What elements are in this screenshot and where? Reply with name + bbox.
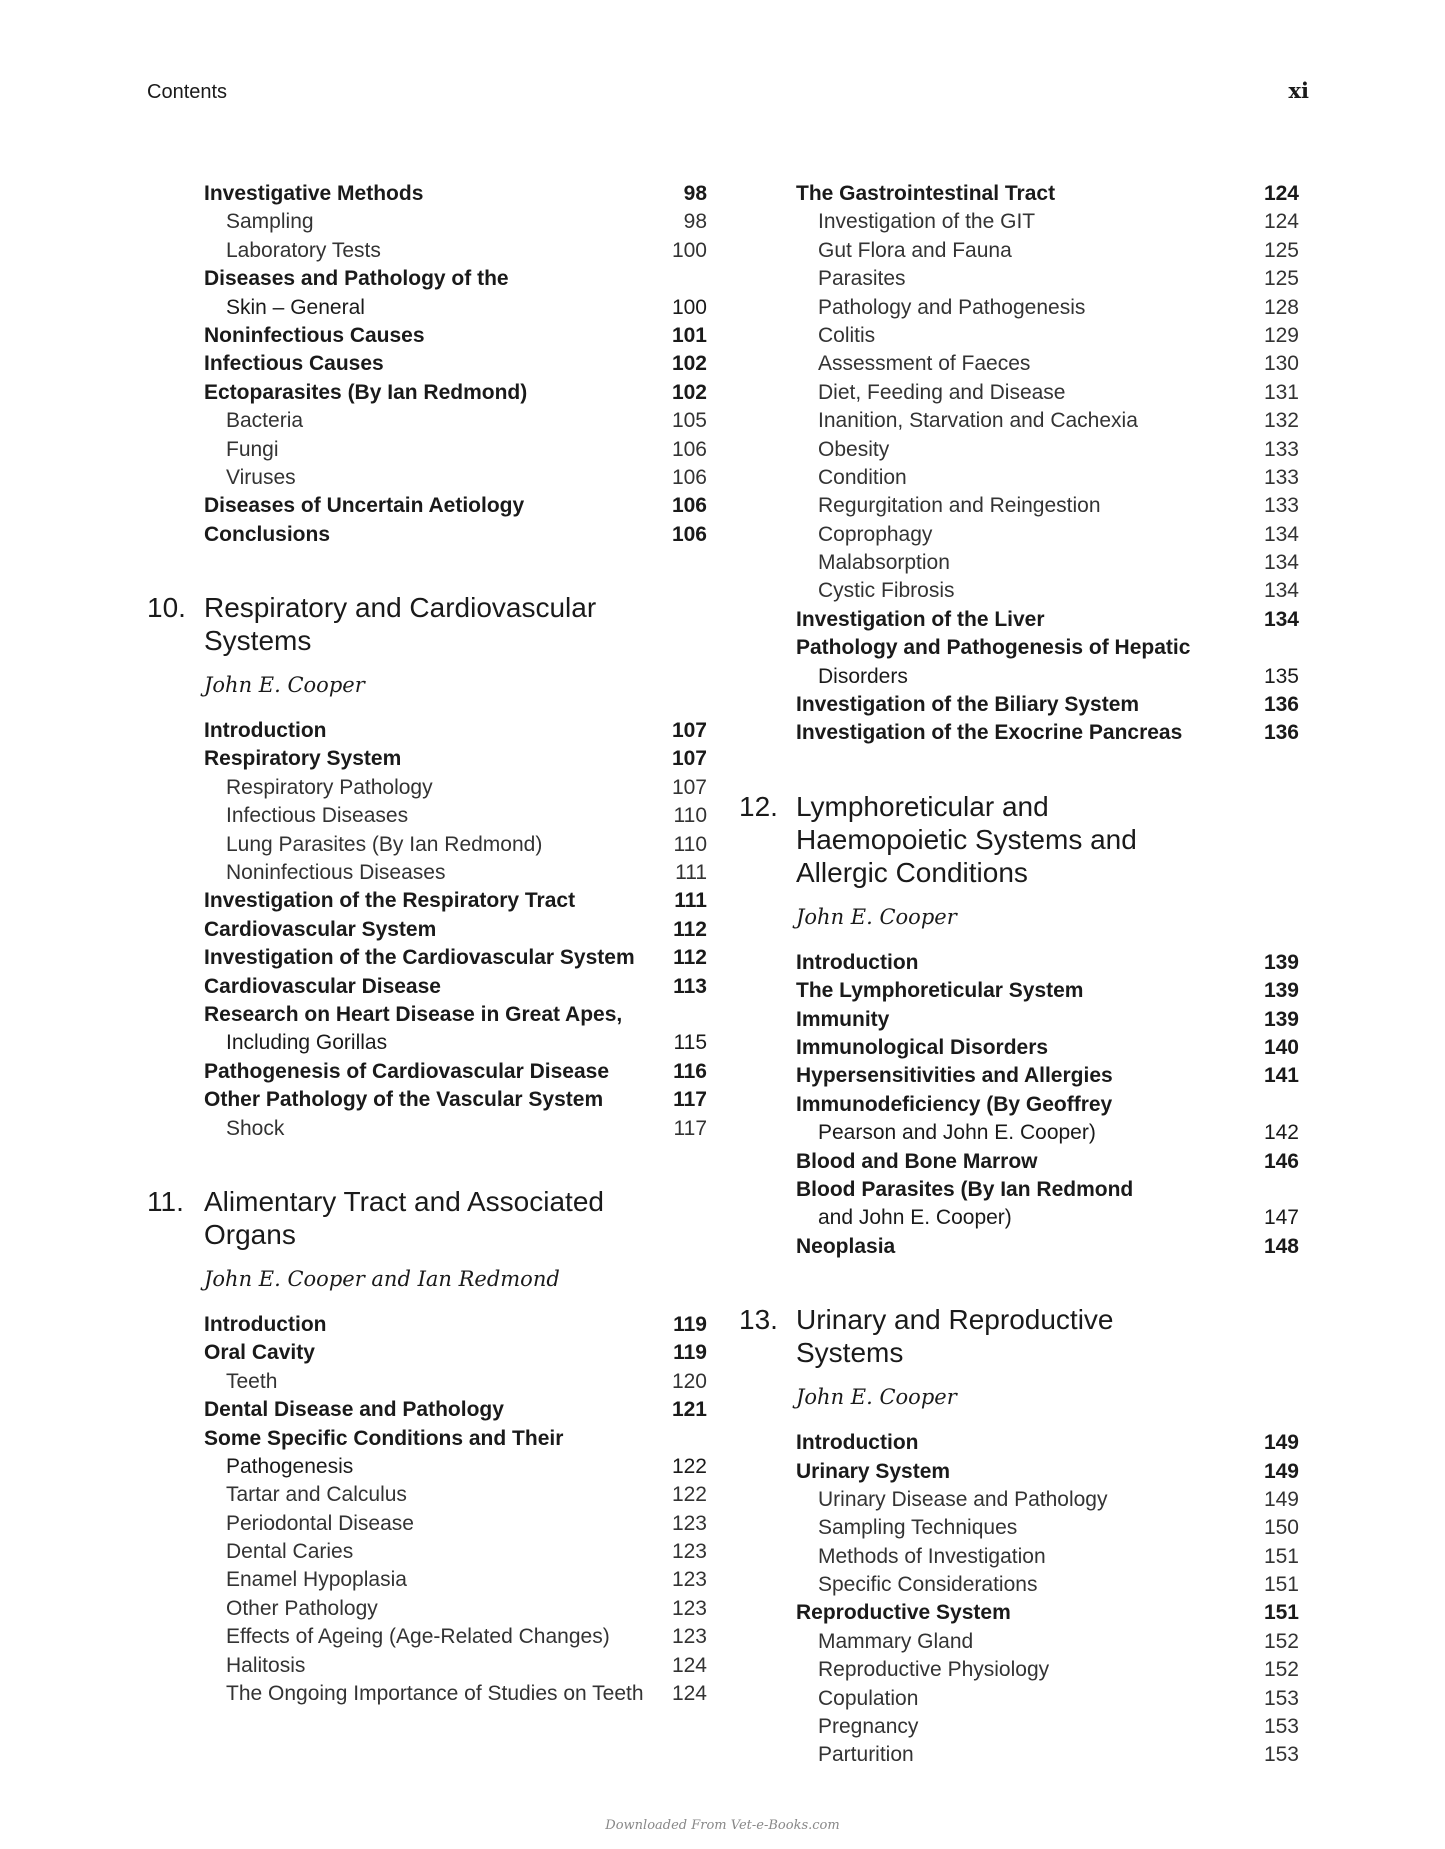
toc-entry-page: 142 — [1263, 1121, 1299, 1145]
toc-entry-page: 136 — [1263, 721, 1299, 745]
toc-entry-page: 153 — [1263, 1743, 1299, 1767]
toc-entry-title: Pearson and John E. Cooper) — [818, 1121, 1096, 1145]
toc-entry-title: Pathology and Pathogenesis of Hepatic — [796, 636, 1191, 660]
toc-entry — [739, 634, 1299, 662]
toc-entry — [147, 1001, 707, 1029]
toc-entry — [147, 379, 707, 407]
toc-entry-title: Pregnancy — [818, 1715, 919, 1739]
toc-entry-page: 151 — [1263, 1573, 1299, 1597]
toc-entry-title: Investigation of the Respiratory Tract — [204, 889, 576, 913]
chapter-entries — [739, 949, 1299, 1261]
toc-entry-title: Bacteria — [226, 409, 304, 433]
toc-entry-page: 131 — [1263, 380, 1299, 404]
toc-entry — [739, 492, 1299, 520]
toc-entry-title: Noninfectious Causes — [204, 323, 425, 347]
toc-entry — [739, 1713, 1299, 1741]
toc-entry-page: 123 — [671, 1540, 707, 1564]
toc-entry-page: 106 — [671, 437, 707, 461]
toc-entry — [739, 350, 1299, 378]
toc-entry-page: 153 — [1263, 1686, 1299, 1710]
toc-entry — [739, 379, 1299, 407]
toc-entry-title: Copulation — [818, 1686, 919, 1710]
toc-entry-title: Infectious Causes — [204, 352, 384, 376]
chapter-author: John E. Cooper — [204, 673, 365, 698]
toc-entry — [147, 1652, 707, 1680]
toc-entry-page: 119 — [673, 1312, 707, 1336]
toc-entry — [147, 802, 707, 830]
toc-entry — [147, 180, 707, 208]
toc-entry-page: 136 — [1263, 693, 1299, 717]
toc-entry-title: Tartar and Calculus — [226, 1483, 407, 1507]
chapter-heading — [147, 591, 707, 657]
toc-entry — [739, 1628, 1299, 1656]
toc-entry-page: 123 — [671, 1511, 707, 1535]
toc-entry-page: 116 — [673, 1059, 707, 1083]
toc-entry-title: Diet, Feeding and Disease — [818, 380, 1066, 404]
section-label: Contents — [147, 81, 228, 103]
chapter-title: Alimentary Tract and Associated Organs — [204, 1185, 604, 1250]
toc-entry-page: 134 — [1263, 579, 1299, 603]
toc-entry-page: 101 — [671, 323, 707, 347]
toc-entry-title: Mammary Gland — [818, 1629, 974, 1653]
toc-entry-page: 132 — [1263, 409, 1299, 433]
toc-entry-page: 107 — [671, 775, 707, 799]
toc-entry — [739, 1034, 1299, 1062]
toc-entry-page: 152 — [1263, 1629, 1299, 1653]
toc-entry-page: 135 — [1263, 664, 1299, 688]
toc-entry — [739, 606, 1299, 634]
toc-entry-page: 106 — [671, 465, 707, 489]
chapter-number: 10. — [147, 592, 186, 624]
toc-entry-title: Periodontal Disease — [226, 1511, 414, 1535]
toc-entry — [147, 774, 707, 802]
toc-entry-title: Methods of Investigation — [818, 1544, 1046, 1568]
toc-entry-page: 140 — [1263, 1035, 1299, 1059]
toc-entry-page: 122 — [671, 1483, 707, 1507]
toc-entry — [739, 1204, 1299, 1232]
toc-entry-title: Hypersensitivities and Allergies — [796, 1064, 1113, 1088]
toc-entry-page: 98 — [683, 182, 707, 205]
toc-entry — [147, 1481, 707, 1509]
toc-entry-title: Dental Caries — [226, 1540, 354, 1564]
toc-entry — [739, 977, 1299, 1005]
toc-entry-page: 123 — [671, 1596, 707, 1620]
toc-entry-title: Pathogenesis — [226, 1454, 354, 1478]
toc-entry-page: 134 — [1263, 551, 1299, 575]
toc-entry-title: Sampling — [226, 210, 314, 234]
toc-entry-title: Introduction — [204, 1312, 327, 1336]
toc-entry-page: 150 — [1263, 1516, 1299, 1540]
toc-entry — [739, 1741, 1299, 1769]
toc-entry — [147, 350, 707, 378]
toc-entry — [739, 577, 1299, 605]
toc-entry-page: 105 — [671, 409, 707, 433]
toc-entry-title: Immunodeficiency (By Geoffrey — [796, 1092, 1113, 1116]
toc-entry — [739, 1458, 1299, 1486]
toc-entry-title: Urinary System — [796, 1459, 951, 1483]
toc-entry-title: Inanition, Starvation and Cachexia — [818, 409, 1138, 433]
toc-entry — [739, 719, 1299, 747]
right-column — [739, 180, 1299, 1770]
toc-entry-title: Immunological Disorders — [796, 1035, 1049, 1059]
toc-entry-title: Parasites — [818, 267, 906, 291]
toc-entry-title: Immunity — [796, 1007, 890, 1031]
chapter-author: John E. Cooper — [796, 904, 957, 929]
toc-entry — [147, 407, 707, 435]
chapter-10 — [147, 591, 707, 1143]
toc-entry-title: Investigation of the GIT — [818, 210, 1036, 234]
toc-entry-page: 134 — [1263, 607, 1299, 631]
toc-entry-page: 123 — [671, 1568, 707, 1592]
toc-entry-page: 133 — [1263, 437, 1299, 461]
toc-entry — [147, 717, 707, 745]
toc-entry-title: Blood and Bone Marrow — [796, 1149, 1038, 1173]
toc-entry — [739, 663, 1299, 691]
toc-entry-title: Ectoparasites (By Ian Redmond) — [204, 380, 528, 404]
toc-entry-page: 139 — [1263, 950, 1299, 974]
toc-entry-page: 100 — [671, 238, 707, 262]
chapter-13 — [739, 1303, 1299, 1770]
toc-entry — [739, 294, 1299, 322]
toc-entry-title: Lung Parasites (By Ian Redmond) — [226, 832, 543, 856]
toc-entry — [147, 973, 707, 1001]
toc-entry-page: 120 — [671, 1369, 707, 1393]
toc-entry-title: Cardiovascular Disease — [204, 974, 441, 998]
toc-entry-page: 149 — [1263, 1431, 1299, 1455]
toc-entry-title: Research on Heart Disease in Great Apes, — [204, 1002, 623, 1026]
toc-entry — [147, 492, 707, 520]
toc-entry — [739, 549, 1299, 577]
chapter-12 — [739, 790, 1299, 1261]
chapter-number: 12. — [739, 790, 778, 822]
toc-entry — [739, 1486, 1299, 1514]
toc-entry-page: 124 — [671, 1682, 707, 1706]
chapter-entries — [147, 1311, 707, 1708]
toc-entry-page: 153 — [1263, 1715, 1299, 1739]
toc-entry-page: 124 — [1263, 182, 1299, 205]
toc-entry — [147, 322, 707, 350]
toc-entry — [739, 237, 1299, 265]
toc-entry-title: Investigative Methods — [204, 182, 424, 205]
toc-entry-title: Specific Considerations — [818, 1573, 1038, 1597]
toc-entry-title: Investigation of the Biliary System — [796, 693, 1140, 717]
toc-entry-page: 98 — [683, 210, 707, 234]
chapter-title: Respiratory and Cardiovascular Systems — [204, 592, 597, 657]
toc-entry-title: The Lymphoreticular System — [796, 979, 1084, 1003]
toc-entry — [147, 1623, 707, 1651]
toc-entry — [739, 265, 1299, 293]
toc-entry-page: 124 — [1263, 210, 1299, 234]
toc-entry-page: 100 — [671, 295, 707, 319]
toc-entry-title: Condition — [818, 465, 907, 489]
toc-entry — [147, 1339, 707, 1367]
toc-entry — [147, 208, 707, 236]
toc-entry-title: Sampling Techniques — [818, 1516, 1018, 1540]
toc-entry-title: Malabsorption — [818, 551, 950, 575]
toc-entry — [147, 464, 707, 492]
toc-entry-page: 146 — [1263, 1149, 1299, 1173]
toc-entry-title: Parturition — [818, 1743, 914, 1767]
toc-entry-page: 122 — [671, 1454, 707, 1478]
toc-entry — [739, 1599, 1299, 1627]
toc-entry-title: and John E. Cooper) — [818, 1206, 1012, 1230]
toc-entry-title: Viruses — [226, 465, 296, 489]
toc-entry-page: 133 — [1263, 465, 1299, 489]
toc-entry-page: 148 — [1263, 1234, 1299, 1258]
toc-entry-title: The Ongoing Importance of Studies on Teeth — [226, 1682, 644, 1706]
chapter-entries — [147, 717, 707, 1143]
toc-entry — [739, 949, 1299, 977]
toc-entry — [147, 1453, 707, 1481]
toc-entry — [147, 887, 707, 915]
toc-entry-title: Disorders — [818, 664, 908, 688]
toc-entry-page: 149 — [1263, 1487, 1299, 1511]
chapter-11 — [147, 1185, 707, 1708]
toc-entry-title: Blood Parasites (By Ian Redmond — [796, 1177, 1134, 1201]
toc-entry-page: 117 — [673, 1088, 707, 1112]
toc-entry — [739, 1429, 1299, 1457]
toc-entry — [739, 1514, 1299, 1542]
toc-entry — [739, 691, 1299, 719]
chapter-title: Lymphoreticular and Haemopoietic Systems and Allergic Conditions — [796, 790, 1137, 888]
toc-entry — [739, 407, 1299, 435]
toc-entry-page: 139 — [1263, 979, 1299, 1003]
chapter-heading — [739, 1303, 1299, 1369]
toc-entry — [147, 1595, 707, 1623]
toc-entry-page: 124 — [671, 1653, 707, 1677]
toc-entry — [147, 944, 707, 972]
toc-entry — [147, 745, 707, 773]
toc-entry — [739, 1176, 1299, 1204]
toc-entry-page: 125 — [1263, 238, 1299, 262]
toc-entry-title: Assessment of Faeces — [818, 352, 1031, 376]
toc-entry-title: Other Pathology of the Vascular System — [204, 1088, 604, 1112]
toc-entry-title: Coprophagy — [818, 522, 933, 546]
toc-entry-title: Some Specific Conditions and Their — [204, 1426, 564, 1450]
toc-entry — [147, 521, 707, 549]
toc-entry-title: Halitosis — [226, 1653, 306, 1677]
toc-entry-title: Laboratory Tests — [226, 238, 381, 262]
toc-entry — [147, 1368, 707, 1396]
toc-entry-title: Pathogenesis of Cardiovascular Disease — [204, 1059, 609, 1083]
toc-entry-title: Other Pathology — [226, 1596, 378, 1620]
entries-continued — [739, 180, 1299, 748]
toc-entry-title: The Gastrointestinal Tract — [796, 182, 1056, 205]
toc-entry-title: Introduction — [796, 950, 919, 974]
toc-entry — [147, 1510, 707, 1538]
toc-entry — [147, 859, 707, 887]
chapter-heading — [147, 1185, 707, 1251]
toc-entry-title: Enamel Hypoplasia — [226, 1568, 407, 1592]
toc-entry-title: Respiratory System — [204, 747, 402, 771]
toc-entry — [147, 1115, 707, 1143]
chapter-author: John E. Cooper and Ian Redmond — [204, 1266, 560, 1291]
toc-entry-page: 112 — [673, 946, 707, 970]
chapter-number: 13. — [739, 1304, 778, 1336]
page-folio: xi — [1288, 78, 1309, 103]
toc-entry-page: 107 — [671, 719, 707, 743]
chapter-number: 11. — [147, 1185, 184, 1217]
running-head — [147, 78, 1309, 104]
toc-entry-title: Oral Cavity — [204, 1341, 315, 1365]
toc-entry — [739, 1685, 1299, 1713]
chapter-title: Urinary and Reproductive Systems — [796, 1304, 1114, 1369]
entries-continued — [147, 180, 707, 549]
toc-entry-title: Pathology and Pathogenesis — [818, 295, 1086, 319]
chapter-author: John E. Cooper — [796, 1385, 957, 1410]
toc-entry — [739, 1543, 1299, 1571]
toc-entry-page: 112 — [673, 917, 707, 941]
toc-entry-page: 111 — [675, 861, 707, 885]
toc-entry-page: 117 — [673, 1116, 707, 1140]
toc-entry — [739, 322, 1299, 350]
toc-entry-title: Reproductive Physiology — [818, 1658, 1050, 1682]
chapter-heading — [739, 790, 1299, 889]
toc-entry-title: Introduction — [204, 719, 327, 743]
toc-entry — [739, 1148, 1299, 1176]
toc-entry-page: 111 — [674, 889, 707, 913]
toc-entry-page: 128 — [1263, 295, 1299, 319]
toc-entry — [147, 237, 707, 265]
toc-entry-title: Gut Flora and Fauna — [818, 238, 1012, 262]
toc-entry — [739, 1119, 1299, 1147]
toc-entry-title: Urinary Disease and Pathology — [818, 1487, 1108, 1511]
toc-entry — [147, 1566, 707, 1594]
toc-entry — [147, 1029, 707, 1057]
toc-entry-page: 102 — [671, 380, 707, 404]
toc-entry — [739, 1233, 1299, 1261]
toc-entry-title: Including Gorillas — [226, 1031, 388, 1055]
toc-entry — [147, 265, 707, 293]
toc-entry — [147, 1086, 707, 1114]
toc-entry-page: 129 — [1263, 323, 1299, 347]
toc-entry-title: Shock — [226, 1116, 285, 1140]
toc-entry-page: 110 — [673, 804, 707, 828]
toc-entry-title: Fungi — [226, 437, 279, 461]
toc-entry-title: Cystic Fibrosis — [818, 579, 955, 603]
left-column — [147, 180, 707, 1708]
toc-entry — [739, 521, 1299, 549]
toc-entry — [739, 1006, 1299, 1034]
toc-entry-page: 113 — [673, 974, 707, 998]
toc-entry-title: Investigation of the Liver — [796, 607, 1045, 631]
toc-entry-page: 130 — [1263, 352, 1299, 376]
toc-entry — [739, 180, 1299, 208]
chapter-entries — [739, 1429, 1299, 1770]
toc-entry-title: Diseases of Uncertain Aetiology — [204, 494, 525, 518]
toc-entry-title: Dental Disease and Pathology — [204, 1398, 504, 1422]
toc-entry — [147, 1058, 707, 1086]
toc-entry-title: Colitis — [818, 323, 876, 347]
toc-entry-page: 125 — [1263, 267, 1299, 291]
toc-entry-title: Introduction — [796, 1431, 919, 1455]
toc-entry — [739, 208, 1299, 236]
toc-entry — [147, 916, 707, 944]
toc-entry-page: 151 — [1263, 1601, 1299, 1625]
toc-entry — [739, 1571, 1299, 1599]
toc-entry-page: 115 — [673, 1031, 707, 1055]
toc-entry — [147, 1396, 707, 1424]
toc-entry — [147, 1425, 707, 1453]
toc-entry-title: Infectious Diseases — [226, 804, 409, 828]
toc-entry-title: Noninfectious Diseases — [226, 861, 446, 885]
toc-entry-page: 139 — [1263, 1007, 1299, 1031]
toc-entry-page: 149 — [1263, 1459, 1299, 1483]
toc-entry — [147, 831, 707, 859]
toc-entry — [739, 1091, 1299, 1119]
toc-entry-page: 141 — [1263, 1064, 1299, 1088]
toc-entry-title: Investigation of the Cardiovascular System — [204, 946, 635, 970]
toc-entry-title: Obesity — [818, 437, 890, 461]
toc-entry — [147, 436, 707, 464]
toc-entry-title: Skin – General — [226, 295, 365, 319]
toc-entry-page: 107 — [671, 747, 707, 771]
toc-entry-page: 134 — [1263, 522, 1299, 546]
watermark: Downloaded From Vet-e-Books.com — [605, 1818, 840, 1833]
toc-entry-page: 123 — [671, 1625, 707, 1649]
toc-entry-title: Effects of Ageing (Age-Related Changes) — [226, 1625, 610, 1649]
toc-entry-page: 121 — [671, 1398, 707, 1422]
toc-entry-page: 147 — [1263, 1206, 1299, 1230]
toc-entry-title: Respiratory Pathology — [226, 775, 433, 799]
toc-entry-title: Diseases and Pathology of the — [204, 267, 509, 291]
toc-entry — [147, 1311, 707, 1339]
toc-entry-page: 106 — [671, 494, 707, 518]
toc-entry-title: Teeth — [226, 1369, 278, 1393]
toc-entry — [147, 1680, 707, 1708]
toc-entry-title: Reproductive System — [796, 1601, 1011, 1625]
toc-entry-title: Investigation of the Exocrine Pancreas — [796, 721, 1183, 745]
toc-entry — [739, 1062, 1299, 1090]
toc-entry-page: 133 — [1263, 494, 1299, 518]
toc-entry — [739, 464, 1299, 492]
toc-entry-title: Regurgitation and Reingestion — [818, 494, 1101, 518]
toc-entry-title: Neoplasia — [796, 1234, 896, 1258]
toc-entry-page: 152 — [1263, 1658, 1299, 1682]
toc-entry-title: Cardiovascular System — [204, 917, 437, 941]
toc-entry-page: 151 — [1263, 1544, 1299, 1568]
toc-entry-title: Conclusions — [204, 522, 331, 546]
toc-entry — [739, 1656, 1299, 1684]
toc-entry-page: 102 — [671, 352, 707, 376]
toc-entry-page: 119 — [673, 1341, 707, 1365]
toc-entry — [147, 294, 707, 322]
toc-entry-page: 106 — [671, 522, 707, 546]
toc-entry — [739, 436, 1299, 464]
toc-entry — [147, 1538, 707, 1566]
toc-entry-page: 110 — [673, 832, 707, 856]
